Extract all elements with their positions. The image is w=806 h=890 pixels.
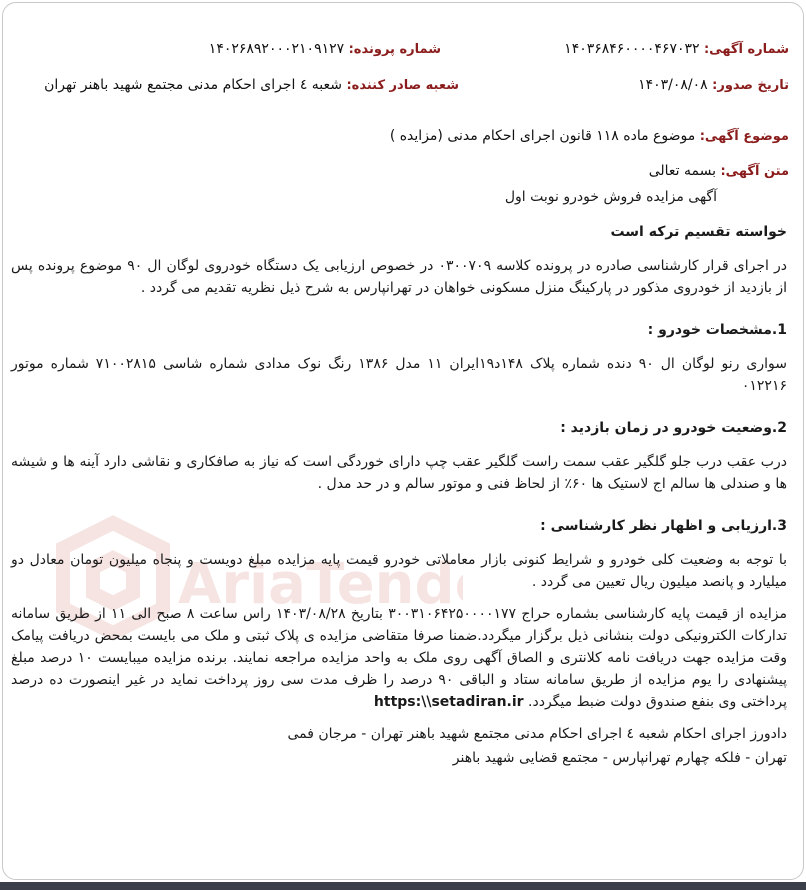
section-1-heading: 1.مشخصات خودرو : bbox=[647, 322, 787, 338]
ad-subject-value: موضوع ماده ۱۱۸ قانون اجرای احکام مدنی (مزایده ) bbox=[389, 128, 696, 144]
section-2-heading: 2.وضعیت خودرو در زمان بازدید : bbox=[560, 420, 787, 436]
ad-number bbox=[564, 39, 789, 60]
issuing-branch-value: شعبه ٤ اجرای احکام مدنی مجتمع شهید باهنر تهران bbox=[44, 77, 343, 93]
signature-line-2: تهران - فلکه چهارم تهرانپارس - مجتمع قضایی شهید باهنر bbox=[452, 750, 787, 766]
issue-date-value: ۱۴۰۳/۰۸/۰۸ bbox=[638, 77, 708, 93]
document-frame bbox=[2, 2, 804, 880]
ad-text-value: بسمه تعالی bbox=[648, 163, 717, 179]
section-2-text: درب عقب درب جلو گلگیر عقب سمت راست گلگیر عقب چپ دارای خوردگی است که نیاز به صافکاری و نقاشی دارد آینه ها و شیشه ها و صندلی ها سالم اج لاستیک ها ۶۰٪ از لحاظ فنی و موتور سالم و در حد مدل . bbox=[11, 454, 787, 492]
ad-number-value: ۱۴۰۳۶۸۴۶۰۰۰۰۴۶۷۰۳۲ bbox=[564, 41, 700, 57]
case-number-value: ۱۴۰۲۶۸۹۲۰۰۰۲۱۰۹۱۲۷ bbox=[208, 41, 345, 57]
signature-line-1: دادورز اجرای احکام شعبه ٤ اجرای احکام مدنی مجتمع شهید باهنر تهران - مرجان فمی bbox=[287, 726, 787, 742]
intro-paragraph: در اجرای قرار کارشناسی صادره در پرونده کلاسه ۰۳۰۰۷۰۹ در خصوص ارزیابی یک دستگاه خودروی لوگان ال ۹۰ موضوع پرونده پس از بازدید از خودروی مذکور در پارکینگ منزل مسکونی خواهان در تهرانپارس به شرح ذیل نظریه تقدیم می گردد . bbox=[11, 258, 787, 296]
section-1-text: سواری رنو لوگان ال ۹۰ دنده شماره پلاک ۱۴۸د۱۹ایران ۱۱ مدل ۱۳۸۶ رنگ نوک مدادی شماره شاسی ۷۱۰۰۲۸۱۵ شماره موتور ۰۱۲۲۱۶ bbox=[11, 356, 787, 394]
ad-subject bbox=[390, 126, 789, 147]
auction-paragraph bbox=[11, 603, 787, 713]
section-3-heading: 3.ارزیابی و اظهار نظر کارشناسی : bbox=[540, 518, 787, 534]
ad-text bbox=[649, 161, 789, 182]
issue-date bbox=[638, 75, 789, 96]
bottom-bar bbox=[0, 882, 806, 890]
case-number bbox=[209, 39, 441, 60]
issue-date-label: تاریخ صدور: bbox=[712, 78, 789, 93]
ad-title: آگهی مزایده فروش خودرو نوبت اول bbox=[504, 189, 717, 205]
issuing-branch-label: شعبه صادر کننده: bbox=[346, 78, 459, 93]
section-3-text: با توجه به وضعیت کلی خودرو و شرایط کنونی بازار معاملاتی خودرو قیمت پایه مزایده مبلغ دویست و پنجاه میلیون تومان معادل دو میلیارد و پانصد میلیون ریال تعیین می گردد . bbox=[11, 552, 787, 590]
ad-number-label: شماره آگهی: bbox=[703, 42, 789, 57]
website-link[interactable]: https:\\setadiran.ir bbox=[373, 694, 524, 710]
issuing-branch bbox=[44, 75, 459, 96]
ad-subject-label: موضوع آگهی: bbox=[699, 129, 789, 144]
auction-text: مزایده از قیمت پایه کارشناسی بشماره حراج ۳۰۰۳۱۰۶۴۲۵۰۰۰۰۱۷۷ بتاریخ ۱۴۰۳/۰۸/۲۸ راس ساعت ۸ صبح الی ۱۱ از طریق سامانه تدارکات الکترونیکی دولت بنشانی ذیل برگزار میگردد.ضمنا صرفا متقاضی مزایده ی پلاک ثبتی و ملک می بایست بمحض دریافت پیامک وقت مزایده جهت دریافت نامه کلانتری و الصاق آگهی روی ملک به واحد مزایده مراجعه نمایند. برنده مزایده میبایست ۱۰ درصد مبلغ پیشنهادی را یوم مزایده از طریق سامانه ستاد و الباقی ۹۰ درصد را ظرف مدت سی روز پرداخت نماید در غیر اینصورت ده درصد پرداختی وی بنفع صندوق دولت ضبط میگردد. bbox=[11, 606, 788, 710]
ad-text-label: متن آگهی: bbox=[720, 164, 789, 179]
applicant-line: خواسته تقسیم ترکه است bbox=[610, 224, 787, 240]
case-number-label: شماره پرونده: bbox=[348, 42, 441, 57]
watermark-text: AriaTend bbox=[178, 552, 455, 617]
